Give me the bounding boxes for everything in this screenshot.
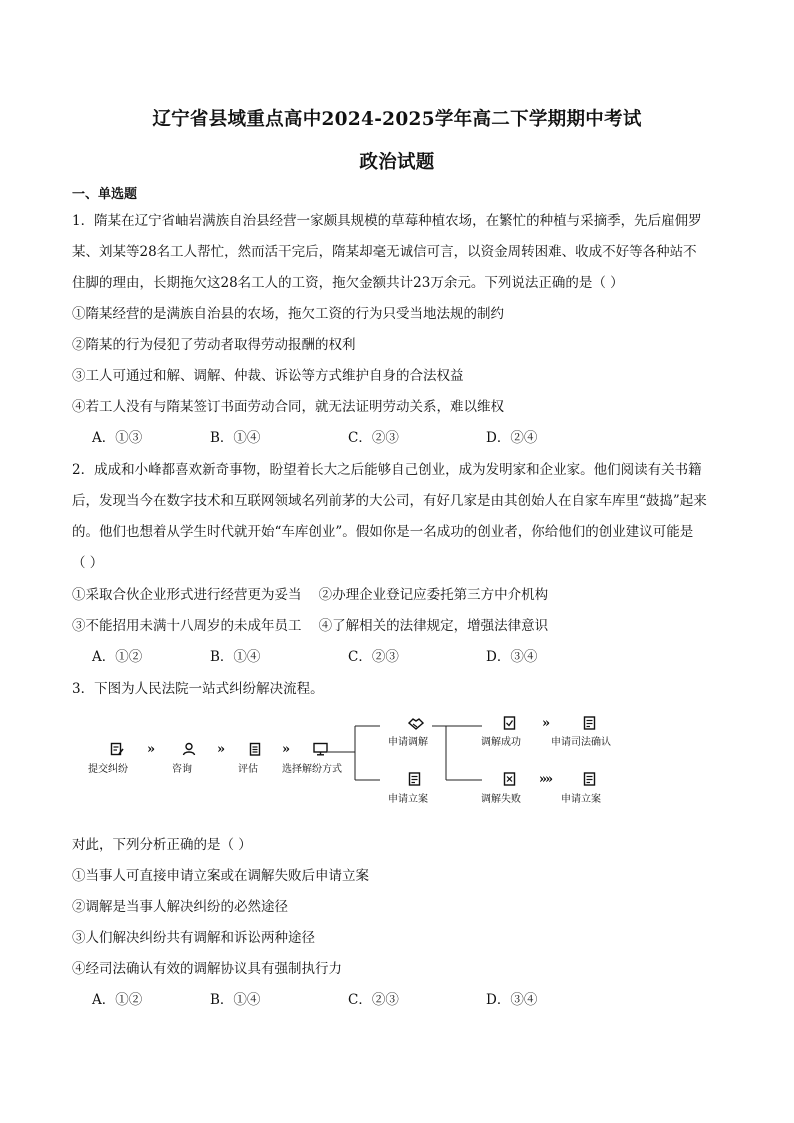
- q2-line: 2．成成和小峰都喜欢新奇事物，盼望着长大之后能够自己创业，成为发明家和企业家。他们阅读有关书籍: [72, 462, 702, 478]
- mediation-success-label: 调解成功: [481, 737, 521, 748]
- step-choose-method-label: 选择解纷方式: [282, 764, 342, 775]
- q1-option-b[interactable]: B．①④: [210, 430, 261, 446]
- q3-statement: ①当事人可直接申请立案或在调解失败后申请立案: [72, 868, 369, 884]
- q3-statement: ②调解是当事人解决纠纷的必然途径: [72, 899, 288, 915]
- q2-statement: ①采取合伙企业形式进行经营更为妥当 ②办理企业登记应委托第三方中介机构: [72, 587, 549, 603]
- apply-mediation-label: 申请调解: [388, 737, 428, 748]
- exam-title: 辽宁省县域重点高中2024-2025学年高二下学期期中考试: [152, 109, 642, 130]
- q3-option-d[interactable]: D．③④: [486, 992, 538, 1008]
- step-submit-label: 提交纠纷: [88, 764, 128, 775]
- q1-statement: ④若工人没有与隋某签订书面劳动合同，就无法证明劳动关系，难以维权: [72, 399, 504, 415]
- flowchart-connectors: [80, 708, 640, 813]
- apply-filing-label: 申请立案: [561, 794, 601, 805]
- q2-option-b[interactable]: B．①④: [210, 649, 261, 665]
- step-consult-label: 咨询: [172, 764, 192, 775]
- q1-statement: ①隋某经营的是满族自治县的农场，拖欠工资的行为只受当地法规的制约: [72, 306, 504, 322]
- q2-option-d[interactable]: D．③④: [486, 649, 538, 665]
- flow-arrow: »»: [538, 772, 552, 787]
- q1-line: 某、刘某等28名工人帮忙，然而活干完后，隋某却毫无诚信可言，以资金周转困难、收成不好等各种站不: [72, 244, 697, 260]
- q3-intro: 3．下图为人民法院一站式纠纷解决流程。: [72, 681, 324, 697]
- q3-option-a[interactable]: A．①②: [92, 992, 143, 1008]
- q3-option-c[interactable]: C．②③: [348, 992, 399, 1008]
- exam-subtitle: 政治试题: [359, 152, 435, 173]
- section-heading: 一、单选题: [72, 187, 138, 202]
- apply-judicial-confirmation-label: 申请司法确认: [551, 737, 611, 748]
- q1-statement: ②隋某的行为侵犯了劳动者取得劳动报酬的权利: [72, 337, 356, 353]
- flow-arrow: »: [541, 716, 549, 731]
- q3-statement: ③人们解决纠纷共有调解和诉讼两种途径: [72, 930, 315, 946]
- flow-arrow: »: [281, 742, 289, 757]
- q2-option-c[interactable]: C．②③: [348, 649, 399, 665]
- q1-option-d[interactable]: D．②④: [486, 430, 538, 446]
- flow-arrow: »: [146, 742, 154, 757]
- flow-arrow: »: [216, 742, 224, 757]
- q3-question: 对此，下列分析正确的是（ ）: [72, 837, 252, 853]
- q2-line: 后，发现当今在数字技术和互联网领域名列前茅的大公司，有好几家是由其创始人在自家车库里“鼓捣”起来: [72, 493, 707, 509]
- q1-line: 住脚的理由，长期拖欠这28名工人的工资，拖欠金额共计23万余元。下列说法正确的是（ ）: [72, 275, 624, 291]
- q2-option-a[interactable]: A．①②: [92, 649, 143, 665]
- mediation-failure-label: 调解失败: [481, 794, 521, 805]
- step-evaluate-label: 评估: [238, 764, 258, 775]
- q2-line: 的。他们也想着从学生时代就开始“车库创业”。假如你是一名成功的创业者，你给他们的创业建议可能是: [72, 524, 694, 540]
- q3-option-b[interactable]: B．①④: [210, 992, 261, 1008]
- dispute-resolution-flowchart: [80, 708, 640, 813]
- q2-line: （ ）: [72, 555, 104, 571]
- q3-statement: ④经司法确认有效的调解协议具有强制执行力: [72, 961, 342, 977]
- apply-filing-label: 申请立案: [388, 794, 428, 805]
- q2-statement: ③不能招用未满十八周岁的未成年员工 ④了解相关的法律规定，增强法律意识: [72, 618, 549, 634]
- q1-statement: ③工人可通过和解、调解、仲裁、诉讼等方式维护自身的合法权益: [72, 368, 464, 384]
- q1-option-a[interactable]: A．①③: [92, 430, 143, 446]
- q1-line: 1．隋某在辽宁省岫岩满族自治县经营一家颇具规模的草莓种植农场，在繁忙的种植与采摘季，先后雇佣罗: [72, 213, 702, 229]
- q1-option-c[interactable]: C．②③: [348, 430, 399, 446]
